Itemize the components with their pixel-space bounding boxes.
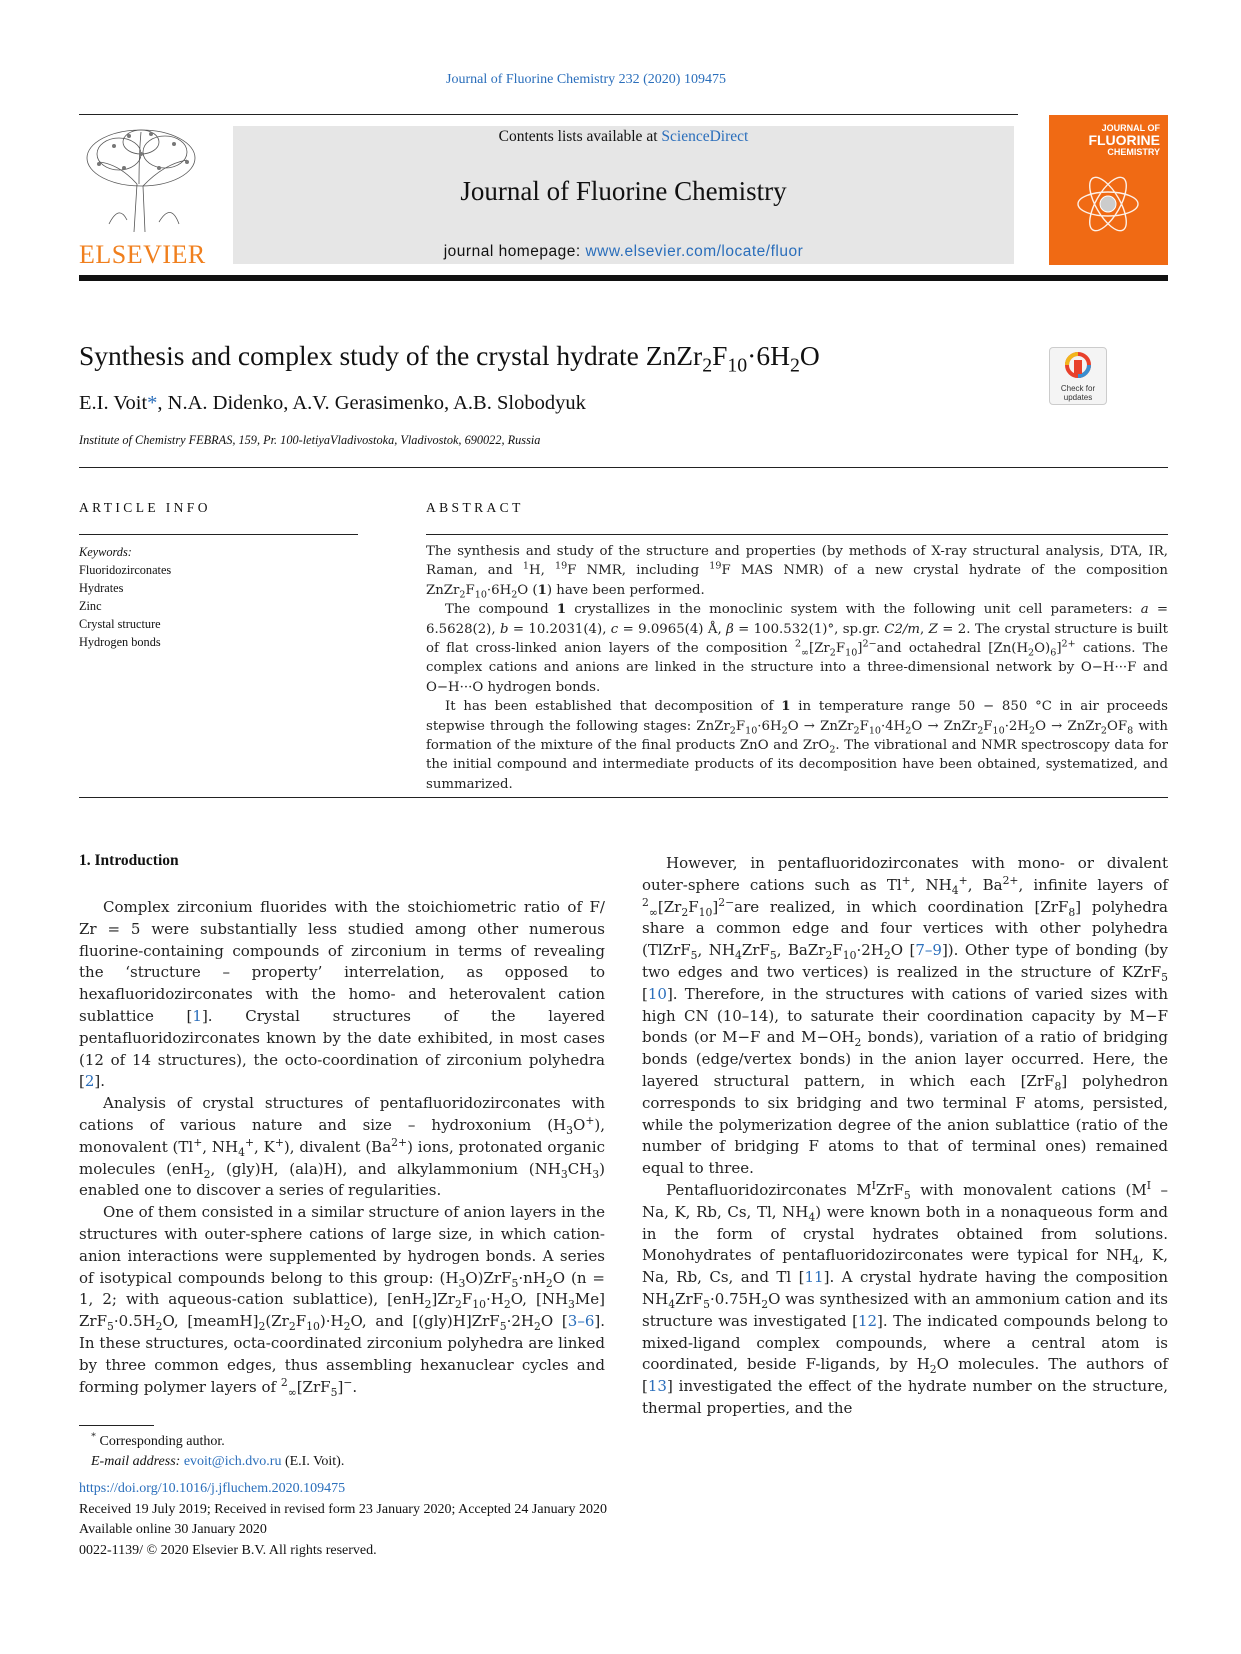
doi-link[interactable]: https://doi.org/10.1016/j.jfluchem.2020.109475 [79, 1481, 346, 1496]
journal-cover[interactable] [1049, 115, 1168, 265]
elsevier-logo [79, 124, 206, 269]
keyword-item: Hydrates [79, 581, 124, 595]
abstract-body [426, 542, 1168, 794]
abstract-rule [426, 534, 1168, 535]
elsevier-wordmark: ELSEVIER [79, 240, 206, 269]
atom-cover-icon [1071, 167, 1146, 242]
abstract-paragraph: The synthesis and study of the structure and properties (by methods of X-ray structural analysis, DTA, IR, Raman, and $^1$H, $^{19}$F NMR, including $^{19}$F MAS NMR) of a new crystal hydrate of the composition $ZnZr_2F_{10}\cdot 6H_2O$ (1) have been performed. [426, 544, 1168, 601]
body-paragraph: Complex zirconium fluorides with the stoichiometric ratio of F/ Zr = 5 were substantially less studied among other numerous fluorine-containing compounds of zirconium in terms of revealing the ‘structure – property’ interrelation, as opposed to hexafluoridozirconates with the homo- and heterovalent cation sublattice [1]. Crystal structures of the layered pentafluoridozirconates known by the date exhibited, in most cases (12 of 14 structures), the octo-coordination of zirconium polyhedra [2]. [79, 898, 606, 1091]
title-bottom-rule [79, 467, 1168, 468]
footnote-rule [79, 1425, 154, 1426]
available-online: Available online 30 January 2020 [79, 1522, 267, 1537]
article-title: Synthesis and complex study of the crystal hydrate $ZnZr_2F_{10}\cdot 6H_2O$ [79, 340, 820, 377]
journal-name: Journal of Fluorine Chemistry [460, 176, 787, 206]
copyright: 0022-1139/ © 2020 Elsevier B.V. All rights reserved. [79, 1542, 377, 1558]
author-email-link[interactable]: evoit@ich.dvo.ru [183, 1454, 282, 1469]
abstract-heading: ABSTRACT [426, 500, 524, 515]
body-left-column [79, 897, 605, 1398]
keyword-item: Hydrogen bonds [79, 635, 161, 649]
check-for-updates-badge[interactable]: Check for updates [1049, 347, 1107, 405]
body-paragraph: However, in pentafluoridozirconates with mono- or divalent outer-sphere cations such as Tl+, $NH_4^+$, $Ba^{2+}$, infinite layers of $^2_\infty[Zr_2F_{10}]^{2-}are$ realized, in which coordination [ZrF$_8$] polyhedra share a common edge and four vertices with other polyhedra (TlZrF$_5$, $NH_4ZrF_5$, $BaZr_2F_{10}\cdot 2H_2O$ [7–9]). Other type of bonding (by two edges and two vertices) is realized in the structure of KZrF$_5$ [10]. Therefore, in the structures with cations of varied sizes with high CN (10–14), to saturate their coordination capacity by M−F bonds (or M−F and $M-OH_2$ bonds), variation of a ratio of bridging bonds (edge/vertex bonds) in the anion layer occurred. Here, the layered structural pattern, in which each [ZrF$_8$] polyhedron corresponds to six bridging and two terminal F atoms, persisted, while the polymerization degree of the anion sublattice (ratio of the number of bridging F atoms to that of terminal ones) remained equal to three. [642, 854, 1168, 1178]
masthead-thick-rule [79, 275, 1168, 281]
article-info-rule [79, 534, 358, 535]
journal-homepage-link[interactable]: www.elsevier.com/locate/fluor [585, 243, 804, 260]
article-info-heading: ARTICLE INFO [79, 500, 211, 515]
keyword-item: Zinc [79, 599, 102, 613]
corresponding-author-marker[interactable]: * [147, 392, 158, 414]
contents-available-line: Contents lists available at ScienceDirect [498, 128, 749, 145]
keywords-block [79, 543, 171, 651]
affiliation: Institute of Chemistry FEBRAS, 159, Pr. 100-letiyaVladivostoka, Vladivostok, 690022, Russia [79, 433, 541, 447]
body-paragraph: One of them consisted in a similar structure of anion layers in the structures with outer-sphere cations of large size, in which cation-anion interactions were supplemented by hydrogen bonds. A series of isotypical compounds belong to this group: $(H_3O)ZrF_5\cdot nH_2O$ (n = 1, 2; with aqueous-cation sublattice), $[enH_2]Zr_2F_{10}\cdot H_2O$, $[NH_3Me]$ $ZrF_5\cdot 0.5H_2O$, $[meamH]_2(Zr_2F_{10})\cdot H_2O$, and $[(gly)H]ZrF_5\cdot 2H_2O$ [3–6]. In these structures, octa-coordinated zirconium polyhedra are linked by three common edges, thus assembling hexanuclear cycles and forming polymer layers of $^2_\infty$[ZrF$_5$]−. [79, 1203, 605, 1399]
masthead-banner [233, 126, 1014, 264]
abstract-paragraph: The compound 1 crystallizes in the monoclinic system with the following unit cell parameters: a = 6.5628(2), b = 10.2031(4), c = 9.0965(4) Å, β = 100.532(1)°, sp.gr. C2/m, Z = 2. The crystal structure is built of flat cross-linked anion layers of the composition $^2_\infty[Zr_2F_{10}]^{2-}and$ octahedral $[Zn(H_2O)_6]^{2+}$ cations. The complex cations and anions are linked in the structure into a three-dimensional network by O−H···F and O−H···O hydrogen bonds. [426, 602, 1168, 695]
body-paragraph: Analysis of crystal structures of pentafluoridozirconates with cations of various nature and size – hydroxonium $(H_3O^+)$, monovalent (Tl+, $NH_4^+$, K+), divalent $(Ba^{2+})$ ions, protonated organic molecules (enH$_2$, (gly)H, (ala)H), and alkylammonium $(NH_3CH_3)$ enabled one to discover a series of regularities. [79, 1094, 605, 1200]
journal-citation-link[interactable]: Journal of Fluorine Chemistry 232 (2020) 109475 [446, 72, 726, 87]
authors-line: E.I. Voit*, N.A. Didenko, A.V. Gerasimenko, A.B. Slobodyuk [79, 392, 586, 414]
elsevier-tree-icon [79, 124, 204, 234]
body-right-column [642, 853, 1168, 1420]
corresponding-author-footnote: * Corresponding author. E-mail address: evoit@ich.dvo.ru (E.I. Voit). [91, 1431, 345, 1469]
publication-info [79, 1479, 607, 1561]
keyword-item: Crystal structure [79, 617, 161, 631]
keyword-item: Fluoridozirconates [79, 563, 172, 577]
sciencedirect-link[interactable]: ScienceDirect [661, 128, 749, 145]
cover-title: JOURNAL OF FLUORINE CHEMISTRY [1088, 123, 1160, 157]
check-updates-icon [1063, 352, 1093, 380]
keywords-label: Keywords: [79, 545, 132, 559]
abstract-paragraph: It has been established that decomposition of 1 in temperature range 50 − 850 °C in air proceeds stepwise through the following stages: $ZnZr_2F_{10}\cdot 6H_2O$ → $ZnZr_2F_{10}\cdot 4H_2O$ → $ZnZr_2F_{10}\cdot 2H_2O$ → $ZnZr_2OF_8$ with formation of the mixture of the final products ZnO and ZrO$_2$. The vibrational and NMR spectroscopy data for the initial compound and intermediate products of its decomposition have been obtained, systematized, and summarized. [426, 699, 1169, 792]
journal-homepage-line: journal homepage: www.elsevier.com/locate/fluor [443, 243, 804, 260]
masthead-top-rule [79, 114, 1018, 115]
abstract-bottom-rule [79, 797, 1168, 798]
section-heading-introduction: 1. Introduction [79, 852, 179, 869]
body-paragraph: Pentafluoridozirconates $M^IZrF_5$ with monovalent cations ($M^I$ – Na, K, Rb, Cs, Tl, $NH_4$) were known both in a nonaqueous form and in the form of crystal hydrates obtained from solutions. Monohydrates of pentafluoridozirconates were typical for $NH_4$, K, Na, Rb, Cs, and Tl [11]. A crystal hydrate having the composition $NH_4ZrF_5\cdot 0.75H_2O$ was synthesized with an ammonium cation and its structure was investigated [12]. The indicated compounds belong to mixed-ligand complex compounds, where a central atom is coordinated, beside F-ligands, by $H_2O$ molecules. The authors of [13] investigated the effect of the hydrate number on the structure, thermal properties, and the [642, 1178, 1169, 1417]
received-dates: Received 19 July 2019; Received in revised form 23 January 2020; Accepted 24 January 2020 [79, 1501, 607, 1517]
